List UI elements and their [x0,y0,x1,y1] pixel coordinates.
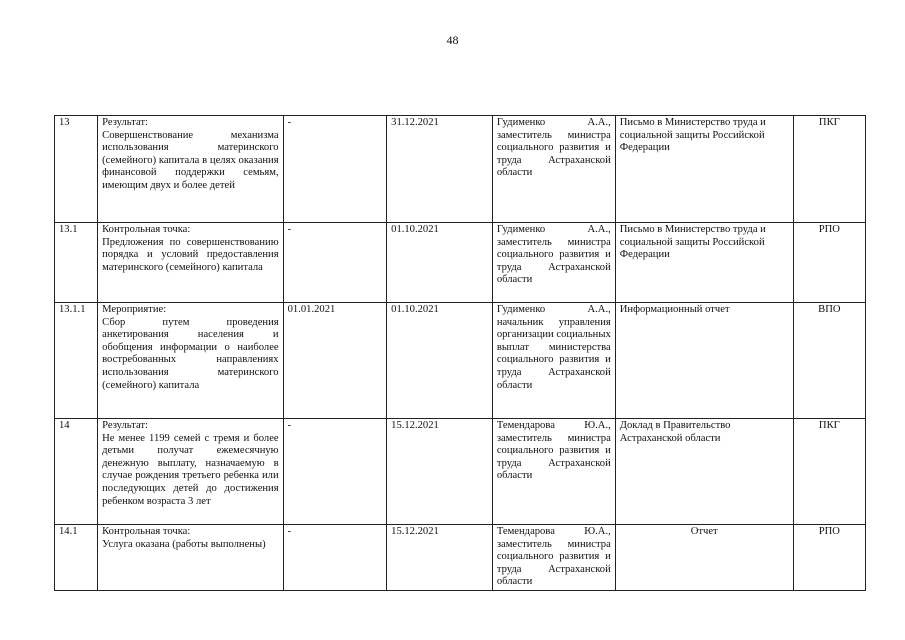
table-row [55,303,866,419]
row-responsible: Гудименко А.А., заместитель министра социального развития и труда Астраханской области [492,223,615,303]
row-text: Не менее 1199 семей с тремя и более детьми получат ежемесячную денежную выплату, назначаемую в случае рождения третьего ребенка или последующих детей до достижения ребенком возраста 3 лет [102,432,279,507]
row-text: Услуга оказана (работы выполнены) [102,538,266,550]
row-end-date: 15.12.2021 [387,525,493,591]
row-document: Отчет [615,525,793,591]
row-heading: Контрольная точка: [102,224,191,235]
row-number: 14 [55,419,98,525]
row-description [98,116,283,223]
row-end-date: 01.10.2021 [387,223,493,303]
row-description [98,223,283,303]
row-text: Предложения по совершенствованию порядка и условий предоставления материнского (семейного) капитала [102,236,279,273]
row-responsible: Гудименко А.А., начальник управления организации социальных выплат министерства социального развития и труда Астраханской области [492,303,615,419]
row-end-date: 15.12.2021 [387,419,493,525]
table-row [55,525,866,591]
row-responsible: Гудименко А.А., заместитель министра социального развития и труда Астраханской области [492,116,615,223]
row-start-date: - [283,116,387,223]
row-responsible: Темендарова Ю.А., заместитель министра социального развития и труда Астраханской области [492,419,615,525]
row-start-date: - [283,223,387,303]
row-start-date: - [283,419,387,525]
row-level: РПО [793,223,865,303]
row-level: ВПО [793,303,865,419]
page-number: 48 [446,33,459,47]
table-row [55,116,866,223]
row-heading: Результат: [102,420,148,431]
row-description [98,525,283,591]
row-end-date: 31.12.2021 [387,116,493,223]
row-responsible: Темендарова Ю.А., заместитель министра социального развития и труда Астраханской области [492,525,615,591]
row-end-date: 01.10.2021 [387,303,493,419]
row-description [98,419,283,525]
row-number: 14.1 [55,525,98,591]
row-start-date: 01.01.2021 [283,303,387,419]
row-document: Письмо в Министерство труда и социальной защиты Российской Федерации [615,223,793,303]
row-heading: Мероприятие: [102,304,167,315]
row-text: Сбор путем проведения анкетирования населения и обобщения информации о наиболее востребованных направлениях использования материнского (семейного) капитала [102,316,279,391]
row-heading: Контрольная точка: [102,526,191,537]
row-document: Информационный отчет [615,303,793,419]
row-text: Совершенствование механизма использования материнского (семейного) капитала в целях оказания финансовой поддержки семьям, имеющим двух и более детей [102,129,279,191]
table-row [55,419,866,525]
row-number: 13.1 [55,223,98,303]
row-level: РПО [793,525,865,591]
row-number: 13.1.1 [55,303,98,419]
row-heading: Результат: [102,117,148,128]
table-row [55,223,866,303]
plan-table [54,115,866,591]
row-start-date: - [283,525,387,591]
row-level: ПКГ [793,116,865,223]
row-number: 13 [55,116,98,223]
row-document: Доклад в Правительство Астраханской области [615,419,793,525]
row-document: Письмо в Министерство труда и социальной защиты Российской Федерации [615,116,793,223]
row-description [98,303,283,419]
row-level: ПКГ [793,419,865,525]
